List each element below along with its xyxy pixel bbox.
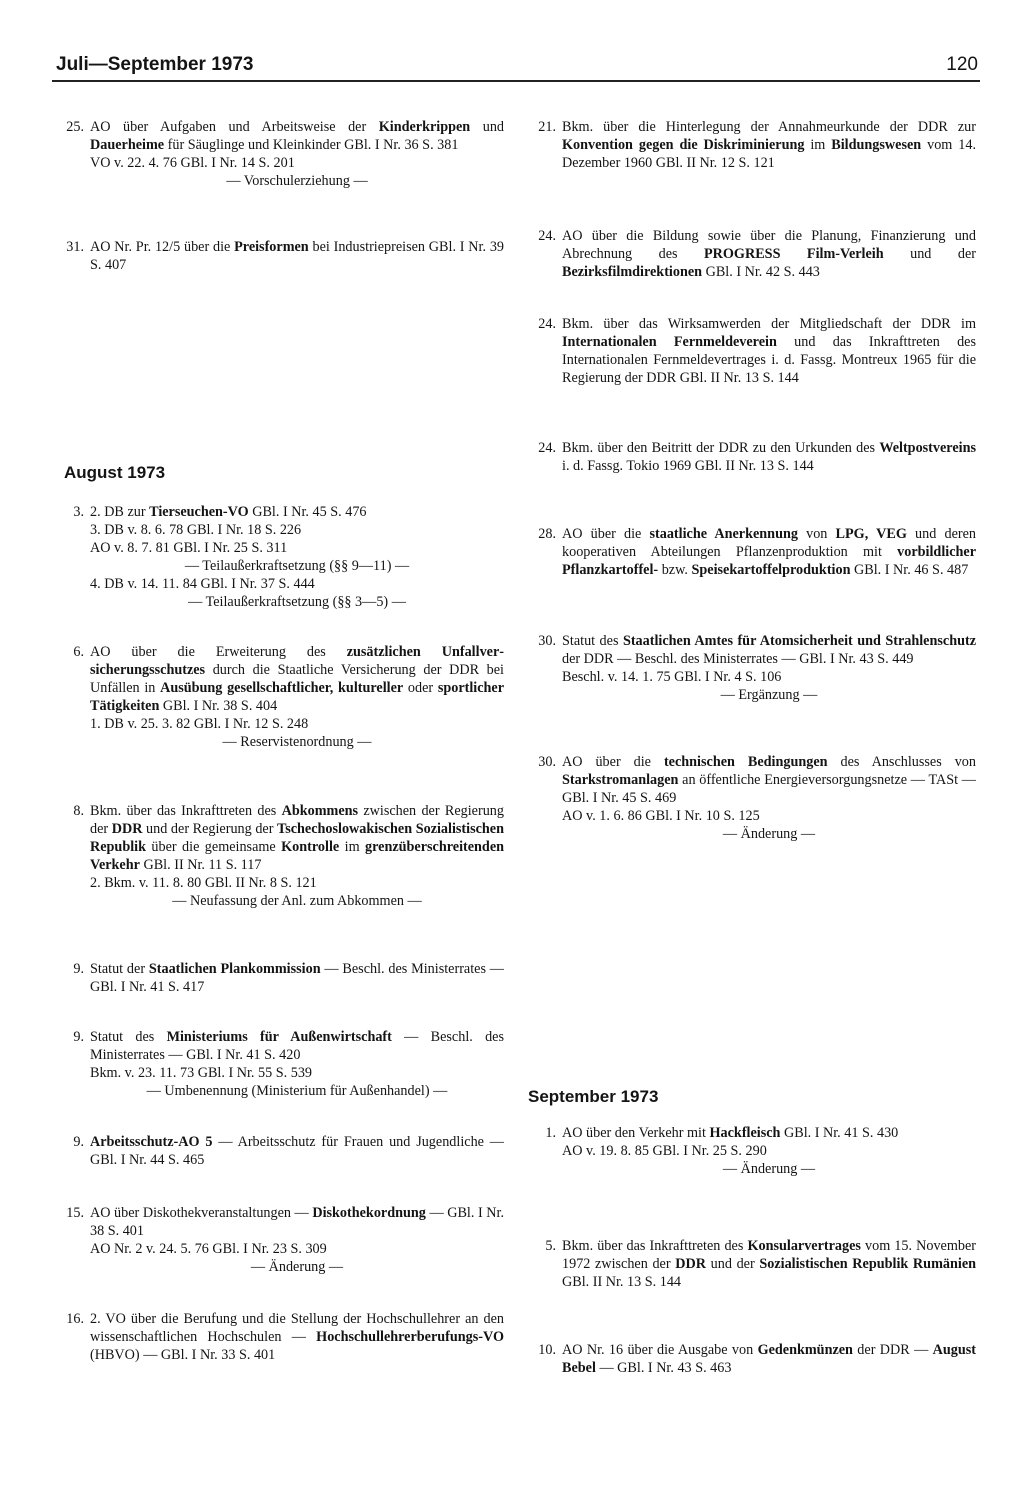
entry-text: Arbeitsschutz-AO 5 — Arbeitsschutz für Frauen und Jugendliche — GBl. I Nr. 44 S. 465 [90, 1134, 504, 1168]
entry-day: 9. [73, 1134, 84, 1150]
entry-note: — Vorschulerziehung — [226, 173, 368, 189]
entry-amendment: VO v. 22. 4. 76 GBl. I Nr. 14 S. 201 [90, 155, 295, 171]
entry-text: Bkm. über das Wirksamwerden der Mitgliedschaft der DDR im Internationalen Fernmeldeverein und das Inkrafttreten des Internationalen Fernmeldevertrages i. d. Fassg. Montreux 1965 für die Regierung der DDR GBl. II Nr. 13 S. 144 [562, 316, 976, 386]
entry-text: AO über die technischen Bedingungen des Anschlusses von Starkstromanlagen an öffentliche Energieversorgungsnetze — TASt — GBl. I Nr. 45 S. 469 [562, 754, 976, 806]
entry-day: 10. [538, 1342, 556, 1358]
entry-left-5 [56, 802, 504, 910]
page-number: 120 [946, 54, 978, 75]
heading-august: August 1973 [64, 463, 166, 482]
entry-text: Bkm. über den Beitritt der DDR zu den Urkunden des Weltpostvereins i. d. Fassg. Tokio 1969 GBl. II Nr. 13 S. 144 [562, 440, 976, 474]
entry-day: 30. [538, 633, 556, 649]
entry-text: Bkm. über die Hinterlegung der Annahmeurkunde der DDR zur Konvention gegen die Diskriminierung im Bildungswesen vom 14. Dezember 1960 GBl. II Nr. 12 S. 121 [562, 119, 976, 171]
entry-day: 28. [538, 526, 556, 542]
entry-left-8 [56, 1133, 504, 1169]
heading-september: September 1973 [528, 1087, 659, 1106]
entry-text: AO Nr. Pr. 12/5 über die Preisformen bei Industriepreisen GBl. I Nr. 39 S. 407 [90, 239, 505, 273]
entry-text: AO über Diskothekveranstaltungen — Diskothekordnung — GBl. I Nr. 38 S. 401 [90, 1205, 504, 1239]
entry-text: AO über die Erweiterung des zusätzlichen Unfallversicherungsschutzes durch die Staatliche Versicherung der DDR bei Unfällen in Ausübung gesellschaftlicher, kultureller oder sportlicher Tätigkeiten GBl. I Nr. 38 S. 404 [90, 644, 505, 714]
entry-amendment: AO v. 1. 6. 86 GBl. I Nr. 10 S. 125 [562, 808, 760, 824]
entry-left-9 [56, 1204, 504, 1276]
entry-text: AO über die Bildung sowie über die Planung, Finanzierung und Abrechnung des PROGRESS Film-Verleih und der Bezirksfilmdirektionen GBl. I Nr. 42 S. 443 [562, 228, 976, 280]
entry-text: AO Nr. 16 über die Ausgabe von Gedenkmünzen der DDR — August Bebel — GBl. I Nr. 43 S. 463 [562, 1342, 976, 1376]
entry-day: 3. [73, 504, 84, 520]
entry-day: 30. [538, 754, 556, 770]
page-header-title: Juli—September 1973 [56, 54, 254, 75]
entry-day: 24. [538, 440, 556, 456]
entry-text: 2. VO über die Berufung und die Stellung der Hochschullehrer an den wissenschaftlichen Hochschulen — Hochschullehrerberufungs-VO (HBVO) — GBl. I Nr. 33 S. 401 [90, 1311, 504, 1363]
entry-right-8 [528, 1124, 976, 1178]
entry-note: — Änderung — [722, 1161, 816, 1177]
entry-day: 25. [66, 119, 84, 135]
entry-left-2 [56, 238, 504, 274]
entry-day: 8. [73, 803, 84, 819]
entry-amendment: Beschl. v. 14. 1. 75 GBl. I Nr. 4 S. 106 [562, 669, 782, 685]
entry-note: — Ergänzung — [720, 687, 818, 703]
entry-left-6 [56, 960, 504, 996]
entry-text: AO über die staatliche Anerkennung von LPG, VEG und deren kooperativen Abteilungen Pflanzenproduktion mit vorbildlicher Pflanzkartoffel- bzw. Speisekartoffelproduktion GBl. I Nr. 46 S. 487 [562, 526, 976, 578]
entry-amendment: AO v. 19. 8. 85 GBl. I Nr. 25 S. 290 [562, 1143, 767, 1159]
entry-day: 31. [66, 239, 84, 255]
entry-text: Statut des Staatlichen Amtes für Atomsicherheit und Strahlenschutz der DDR — Beschl. des Ministerrates — GBl. I Nr. 43 S. 449 [562, 633, 976, 667]
entry-note: — Teilaußerkraftsetzung (§§ 9—11) — [184, 558, 410, 574]
entry-left-4 [56, 643, 504, 751]
entry-amendment: AO Nr. 2 v. 24. 5. 76 GBl. I Nr. 23 S. 309 [90, 1241, 327, 1257]
entry-note: — Änderung — [722, 826, 816, 842]
entry-text: Bkm. über das Inkrafttreten des Konsularvertrages vom 15. November 1972 zwischen der DDR und der Sozialistischen Republik Rumänien GBl. II Nr. 13 S. 144 [562, 1238, 977, 1290]
entry-note: — Reservistenordnung — [222, 734, 372, 750]
header-rule [52, 80, 980, 82]
entry-day: 9. [73, 961, 84, 977]
entry-amendment: 2. Bkm. v. 11. 8. 80 GBl. II Nr. 8 S. 121 [90, 875, 317, 891]
entry-day: 21. [538, 119, 556, 135]
entry-right-10 [528, 1341, 976, 1377]
entry-day: 6. [73, 644, 84, 660]
entry-note: — Umbenennung (Ministerium für Außenhandel) — [146, 1083, 448, 1099]
entry-right-6 [528, 632, 976, 704]
entry-day: 9. [73, 1029, 84, 1045]
entry-left-7 [56, 1028, 504, 1100]
entry-day: 15. [66, 1205, 84, 1221]
entry-right-9 [528, 1237, 976, 1291]
entry-right-1 [528, 118, 976, 172]
entry-amendment: 4. DB v. 14. 11. 84 GBl. I Nr. 37 S. 444 [90, 576, 315, 592]
entry-text: Bkm. über das Inkrafttreten des Abkommens zwischen der Regierung der DDR und der Regierung der Tschechoslowakischen Sozialistischen Republik über die gemeinsame Kontrolle im grenzüberschreitenden Verkehr GBl. II Nr. 11 S. 117 [90, 803, 505, 873]
entry-amendment: AO v. 8. 7. 81 GBl. I Nr. 25 S. 311 [90, 540, 288, 556]
entry-day: 24. [538, 316, 556, 332]
entry-text: AO über Aufgaben und Arbeitsweise der Kinderkrippen und Dauerheime für Säuglinge und Kleinkinder GBl. I Nr. 36 S. 381 [90, 119, 504, 153]
entry-right-4 [528, 439, 976, 475]
entry-day: 16. [66, 1311, 84, 1327]
entry-left-10 [56, 1310, 504, 1364]
entry-text: 2. DB zur Tierseuchen-VO GBl. I Nr. 45 S. 476 [90, 504, 367, 520]
entry-right-7 [528, 753, 976, 843]
entry-amendment: 1. DB v. 25. 3. 82 GBl. I Nr. 12 S. 248 [90, 716, 309, 732]
entry-right-2 [528, 227, 976, 281]
entry-note: — Teilaußerkraftsetzung (§§ 3—5) — [188, 594, 406, 610]
entry-text: AO über den Verkehr mit Hackfleisch GBl. I Nr. 41 S. 430 [562, 1125, 899, 1141]
entry-day: 5. [545, 1238, 556, 1254]
entry-right-5 [528, 525, 976, 579]
entry-left-1 [56, 118, 504, 190]
entry-note: — Neufassung der Anl. zum Abkommen — [172, 893, 422, 909]
entry-text: Statut der Staatlichen Plankommission — Beschl. des Ministerrates — GBl. I Nr. 41 S. 417 [90, 961, 504, 995]
entry-right-3 [528, 315, 976, 387]
entry-day: 1. [545, 1125, 556, 1141]
entry-left-3 [56, 503, 504, 611]
entry-day: 24. [538, 228, 556, 244]
entry-amendment: Bkm. v. 23. 11. 73 GBl. I Nr. 55 S. 539 [90, 1065, 313, 1081]
entry-text: Statut des Ministeriums für Außenwirtschaft — Beschl. des Ministerrates — GBl. I Nr. 41 S. 420 [90, 1029, 504, 1063]
entry-amendment: 3. DB v. 8. 6. 78 GBl. I Nr. 18 S. 226 [90, 522, 302, 538]
entry-note: — Änderung — [250, 1259, 344, 1275]
